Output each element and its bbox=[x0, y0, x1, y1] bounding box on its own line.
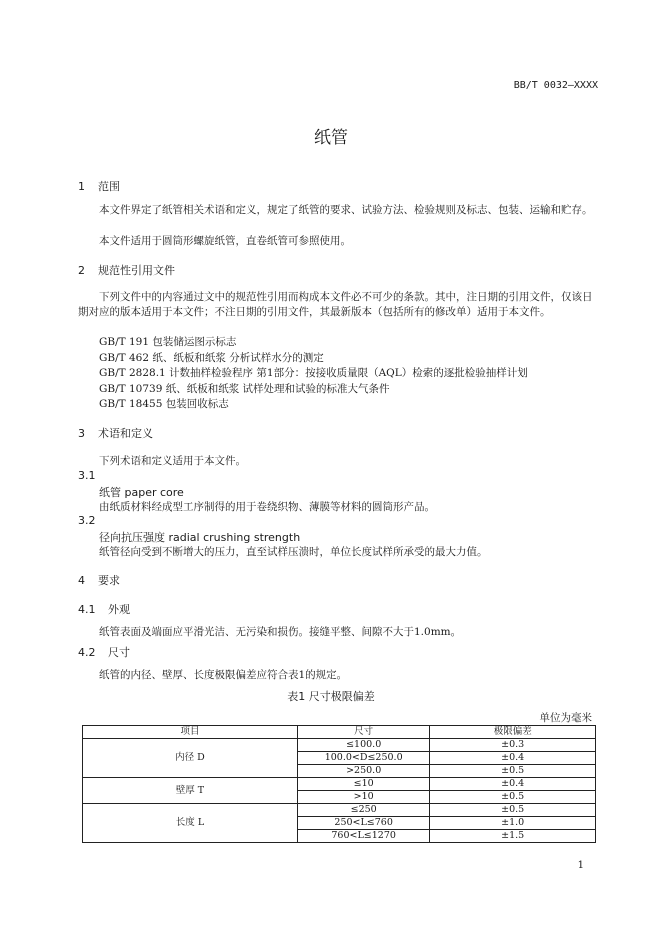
dimension-tolerance-table bbox=[82, 725, 596, 843]
term-name: 径向抗压强度 radial crushing strength bbox=[99, 531, 301, 544]
subsection-number: 4.1 bbox=[78, 603, 96, 616]
subsection-number: 4.2 bbox=[78, 646, 96, 659]
dimension-requirement: 纸管的内径、壁厚、长度极限偏差应符合表1的规定。 bbox=[99, 669, 348, 681]
size-cell: ≤100.0 bbox=[297, 739, 429, 752]
size-cell: 760<L≤1270 bbox=[297, 830, 429, 843]
section-4-heading bbox=[78, 572, 120, 588]
scope-paragraph-2: 本文件适用于圆筒形螺旋纸管，直卷纸管可参照使用。 bbox=[99, 235, 351, 247]
section-2-heading bbox=[78, 262, 175, 278]
appearance-requirement: 纸管表面及端面应平滑光洁、无污染和损伤。接缝平整、间隙不大于1.0mm。 bbox=[99, 626, 462, 638]
section-title: 术语和定义 bbox=[98, 427, 153, 440]
scope-paragraph-1: 本文件界定了纸管相关术语和定义，规定了纸管的要求、试验方法、检验规则及标志、包装、运输和贮存。 bbox=[99, 204, 593, 216]
term-name: 纸管 paper core bbox=[99, 486, 184, 499]
table-row bbox=[83, 778, 596, 791]
tolerance-cell: ±0.5 bbox=[430, 791, 596, 804]
item-cell: 长度 L bbox=[83, 804, 298, 843]
subsection-title: 外观 bbox=[108, 603, 130, 616]
tolerance-cell: ±1.0 bbox=[430, 817, 596, 830]
header-size: 尺寸 bbox=[297, 726, 429, 739]
section-title: 范围 bbox=[98, 180, 120, 193]
header-item: 项目 bbox=[83, 726, 298, 739]
reference-item: GB/T 2828.1 计数抽样检验程序 第1部分：按接收质量限（AQL）检索的逐批检验抽样计划 bbox=[99, 367, 528, 379]
reference-item: GB/T 462 纸、纸板和纸浆 分析试样水分的测定 bbox=[99, 352, 324, 364]
section-number: 1 bbox=[78, 180, 85, 193]
table-title: 表1 尺寸极限偏差 bbox=[287, 690, 375, 703]
section-number: 3 bbox=[78, 427, 85, 440]
section-number: 2 bbox=[78, 264, 85, 277]
terms-intro: 下列术语和定义适用于本文件。 bbox=[99, 455, 246, 467]
page-number: 1 bbox=[577, 860, 584, 871]
table-row bbox=[83, 804, 596, 817]
size-cell: 100.0<D≤250.0 bbox=[297, 752, 429, 765]
size-cell: >250.0 bbox=[297, 765, 429, 778]
term-number: 3.1 bbox=[78, 469, 96, 482]
size-cell: ≤250 bbox=[297, 804, 429, 817]
subsection-4-1-heading bbox=[78, 601, 130, 617]
term-definition: 纸管径向受到不断增大的压力，直至试样压溃时，单位长度试样所承受的最大力值。 bbox=[99, 546, 488, 558]
size-cell: 250<L≤760 bbox=[297, 817, 429, 830]
tolerance-cell: ±0.4 bbox=[430, 778, 596, 791]
tolerance-cell: ±0.3 bbox=[430, 739, 596, 752]
size-cell: ≤10 bbox=[297, 778, 429, 791]
table-header-row bbox=[83, 726, 596, 739]
tolerance-cell: ±0.5 bbox=[430, 765, 596, 778]
table-unit-note: 单位为毫米 bbox=[539, 712, 592, 724]
standard-code: BB/T 0032—XXXX bbox=[513, 80, 598, 91]
reference-item: GB/T 10739 纸、纸板和纸浆 试样处理和试验的标准大气条件 bbox=[99, 383, 390, 395]
reference-item: GB/T 191 包装储运图示标志 bbox=[99, 336, 237, 348]
subsection-4-2-heading bbox=[78, 644, 130, 660]
size-cell: >10 bbox=[297, 791, 429, 804]
subsection-title: 尺寸 bbox=[108, 646, 130, 659]
tolerance-cell: ±0.4 bbox=[430, 752, 596, 765]
term-definition: 由纸质材料经成型工序制得的用于卷绕织物、薄膜等材料的圆筒形产品。 bbox=[99, 501, 435, 513]
section-number: 4 bbox=[78, 574, 85, 587]
header-tolerance: 极限偏差 bbox=[430, 726, 596, 739]
reference-item: GB/T 18455 包装回收标志 bbox=[99, 398, 229, 410]
section-title: 要求 bbox=[98, 574, 120, 587]
section-title: 规范性引用文件 bbox=[98, 264, 175, 277]
tolerance-cell: ±1.5 bbox=[430, 830, 596, 843]
item-cell: 内径 D bbox=[83, 739, 298, 778]
table-row bbox=[83, 739, 596, 752]
normative-references-paragraph: 下列文件中的内容通过文中的规范性引用而构成本文件必不可少的条款。其中，注日期的引用文件，仅该日期对应的版本适用于本文件；不注日期的引用文件，其最新版本（包括所有的修改单）适用于本文件。 bbox=[78, 291, 593, 318]
term-number: 3.2 bbox=[78, 514, 96, 527]
tolerance-cell: ±0.5 bbox=[430, 804, 596, 817]
section-1-heading bbox=[78, 178, 120, 194]
section-3-heading bbox=[78, 425, 153, 441]
document-title: 纸管 bbox=[314, 128, 348, 148]
item-cell: 壁厚 T bbox=[83, 778, 298, 804]
